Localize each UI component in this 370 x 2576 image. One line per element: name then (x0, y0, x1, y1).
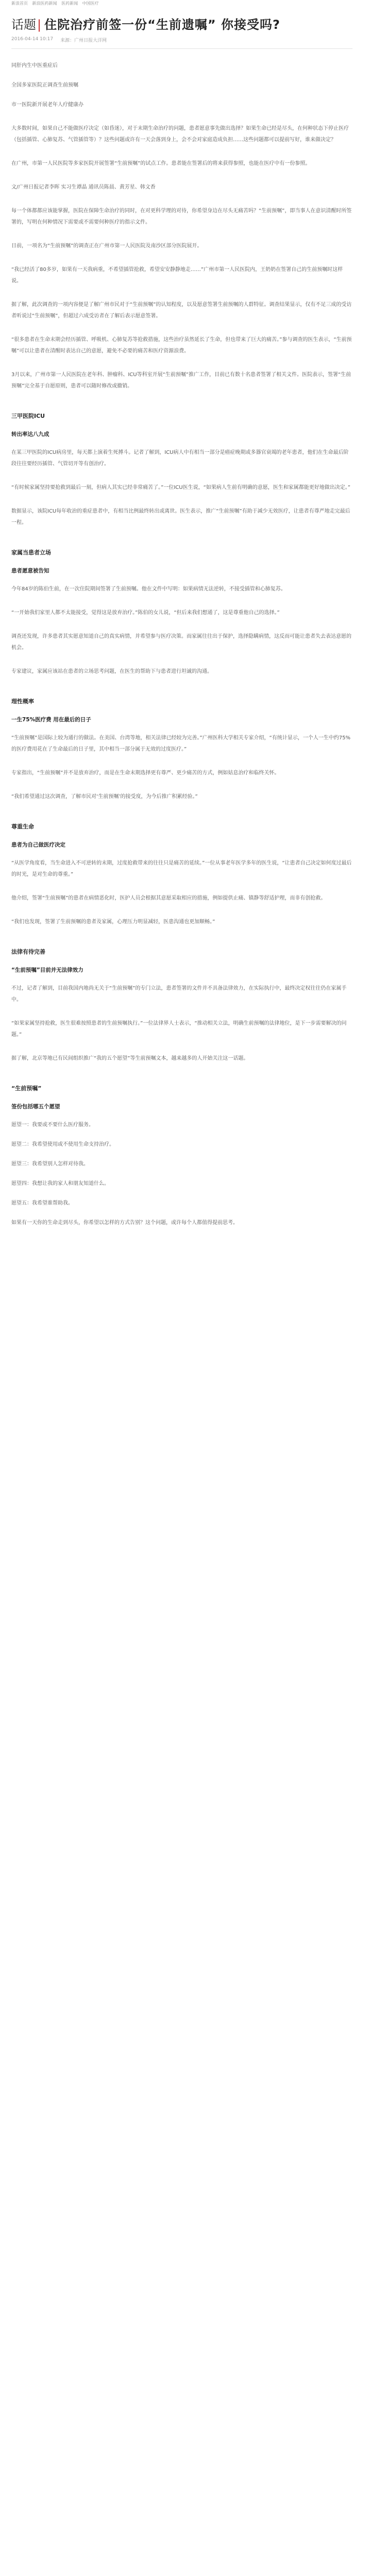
section-subheading: “生前预嘱”目前并无法律效力 (11, 967, 83, 973)
divider (11, 48, 352, 49)
wish-item: 愿望四：我想让我的家人和朋友知道什么。 (11, 1181, 109, 1187)
paragraph: “如果家属坚持抢救，医生很难按照患者的生前预嘱执行。”一位法律界人士表示，“推动相关立法，明确生前预嘱的法律地位，是下一步需要解决的问题。” (11, 1021, 347, 1038)
section-subheading: 患者愿意被告知 (11, 568, 49, 574)
paragraph: 调查还发现，许多患者其实愿意知道自己的真实病情，并希望参与医疗决策。而家属往往出于保护，选择隐瞒病情，这反而可能让患者失去表达意愿的机会。 (11, 634, 351, 651)
paragraph: 数据显示，该院ICU每年收治的重症患者中，有相当比例最终转出或离世。医生表示，推广“生前预嘱”有助于减少无效医疗，让患者有尊严地走完最后一程。 (11, 509, 350, 526)
breadcrumb-item[interactable]: 新浪医药新闻 (32, 1, 57, 6)
publish-date: 2016-04-14 10:17 (11, 37, 54, 42)
paragraph: 据了解，此次调查的一项内容便是了解广州市民对于“生前预嘱”的认知程度，以及愿意签署生前预嘱的人群特征。调查结果显示，仅有不足三成的受访者听说过“生前预嘱”，但超过六成受访者在了解后表示愿意签署。 (11, 302, 352, 319)
breadcrumb-item[interactable]: 医药新闻 (61, 1, 78, 6)
section-subheading: 一生75%医疗费 用在最后的日子 (11, 717, 91, 723)
article-meta (11, 37, 352, 43)
paragraph: “我们也发现，签署了生前预嘱的患者及家属，心理压力明显减轻，医患沟通也更加顺畅。” (11, 919, 215, 925)
section-heading: 家属当患者立场 (11, 549, 51, 556)
paragraph: 文/广州日报记者李晖 实习生谭晶 通讯员陈晨、黄芳星、韩文香 (11, 184, 156, 190)
title-separator: | (37, 18, 42, 32)
paragraph: “我已经活了80多岁，如果有一天我病重，不希望插管抢救，希望安安静静地走……”广州市第一人民医院内，王奶奶在签署自己的生前预嘱时这样说。 (11, 267, 343, 284)
breadcrumb-item[interactable]: 新浪首页 (11, 1, 28, 6)
lead-line: 同肝内生中医重症后 (11, 63, 58, 69)
topic-tag: 话题 (11, 18, 36, 32)
paragraph: 专家建议，家属应该站在患者的立场思考问题，在医生的帮助下与患者进行坦诚的沟通。 (11, 669, 212, 674)
paragraph: 如果有一天你的生命走到尽头，你希望以怎样的方式告别？这个问题，或许每个人都值得提前思考。 (11, 1220, 238, 1226)
paragraph: “有时候家属坚持要抢救到最后一刻，但病人其实已经非常痛苦了。”一位ICU医生说，“如果病人生前有明确的意愿，医生和家属都能更好地做出决定。” (11, 485, 350, 490)
lead-line: 全国多家医院正调查生前预嘱 (11, 82, 78, 88)
lead-line: 市一医院新开展老年人疗健康办 (11, 102, 83, 108)
paragraph: 在广州，市第一人民医院等多家医院开展签署“生前预嘱”的试点工作。患者能在签署后的将来获得参照，也能在医疗中有一份参照。 (11, 161, 311, 166)
breadcrumb (11, 0, 352, 6)
title-row (11, 14, 352, 32)
paragraph: 今年84岁的陈伯生前，在一次住院期间签署了生前预嘱。他在文件中写明：如果病情无法逆转，不接受插管和心肺复苏。 (11, 586, 286, 592)
paragraph: “从医学角度看，当生命进入不可逆转的末期，过度抢救带来的往往只是痛苦的延续。”一位从事老年医学多年的医生说，“让患者自己决定如何度过最后的时光，是对生命的尊重。” (11, 860, 352, 877)
paragraph: 日前，一项名为“生前预嘱”的调查正在广州市第一人民医院及南沙区部分医院展开。 (11, 243, 203, 249)
wish-item: 愿望三：我希望别人怎样对待我。 (11, 1161, 89, 1167)
paragraph: 每一个体都都应该能掌握，医院在保障生命治疗的同时，在对更科学理的对待，你希望身边在尽头无痛苦吗？“生前预嘱”，即当事人在意识清醒时所签署的，写明在何种情况下需要或不需要何种医疗的指示文件。 (11, 208, 352, 225)
paragraph: “很多患者在生命末期会经历插管、呼吸机、心肺复苏等抢救措施，这些治疗虽然延长了生命，但也带来了巨大的痛苦。”参与调查的医生表示，“生前预嘱”可以让患者在清醒时表达自己的意愿，避免不必要的痛苦和医疗资源浪费。 (11, 337, 352, 354)
section-heading: 三甲医院ICU (11, 413, 45, 419)
paragraph: 大多数时间，如果自己不能做医疗决定（如昏迷），对于末期生命治疗的问题，患者愿意事先做出选择？如果生命已经是尽头，在何种状态下停止医疗（包括插管、心肺复苏、气管插管等）？这些问题或许有一天会落到身上，会不会对家庭造成负担……这些问题都可以提前写好，谁来做决定？ (11, 126, 349, 143)
section-subheading: 患者为自己做医疗决定 (11, 842, 65, 848)
breadcrumb-item[interactable]: 中国医疗 (82, 1, 99, 6)
section-heading: 法律有待完善 (11, 948, 45, 955)
wish-item: 愿望二：我希望使用或不使用生命支持治疗。 (11, 1142, 114, 1147)
wish-item: 愿望五：我希望谁帮助我。 (11, 1200, 73, 1206)
article-source: 来源：广州日报大洋网 (60, 38, 107, 43)
article-body (11, 60, 352, 1229)
paragraph: 专家指出，“生前预嘱”并不是放弃治疗，而是在生命末期选择更有尊严、更少痛苦的方式，例如姑息治疗和临终关怀。 (11, 770, 280, 776)
section-heading: 理性概率 (11, 698, 34, 705)
paragraph: 3月以来，广州市第一人民医院在老年科、肿瘤科、ICU等科室开展“生前预嘱”推广工作，目前已有数十名患者签署了相关文件。医院表示，签署“生前预嘱”完全基于自愿原则，患者可以随时修改或撤销。 (11, 372, 351, 389)
paragraph: “一开始我们家里人都不太能接受，觉得这是放弃治疗。”陈伯的女儿说，“但后来我们想通了，这是尊重他自己的选择。” (11, 610, 280, 616)
paragraph: 他介绍，签署“生前预嘱”的患者在病情恶化时，医护人员会根据其意愿采取相应的措施，例如提供止痛、镇静等舒适护理，而非有创抢救。 (11, 895, 326, 901)
section-heading: 尊重生命 (11, 823, 34, 830)
paragraph: “我们希望通过这次调查，了解市民对‘生前预嘱’的接受度，为今后推广积累经验。” (11, 794, 198, 800)
section-heading: “生前预嘱” (11, 1085, 42, 1092)
paragraph: 不过，记者了解到，目前我国内地尚无关于“生前预嘱”的专门立法，患者签署的文件并不具备法律效力，在实际执行中，最终决定权往往仍在家属手中。 (11, 986, 347, 1003)
paragraph: “生前预嘱”是国际上较为通行的做法。在美国、台湾等地，相关法律已经较为完善。”广州医科大学相关专家介绍，“有统计显示，一个人一生中约75%的医疗费用花在了生命最后的日子里，其中相当一部分属于无效的过度医疗。” (11, 735, 350, 752)
wish-item: 愿望一：我要或不要什么医疗服务。 (11, 1122, 94, 1128)
section-subheading: 签份包括哪五个愿望 (11, 1104, 60, 1110)
page-title: 住院治疗前签一份“生前遗嘱” 你接受吗? (44, 18, 280, 32)
section-subheading: 转出率达八九成 (11, 431, 49, 437)
paragraph: 据了解，北京等地已有民间组织推广“我的五个愿望”等生前预嘱文本，越来越多的人开始关注这一话题。 (11, 1056, 249, 1061)
paragraph: 在某三甲医院的ICU病房里，每天都上演着生死搏斗。记者了解到，ICU病人中有相当一部分是癌症晚期或多器官衰竭的老年患者，他们在生命最后阶段往往要经历插管、气管切开等有创治疗。 (11, 450, 349, 467)
